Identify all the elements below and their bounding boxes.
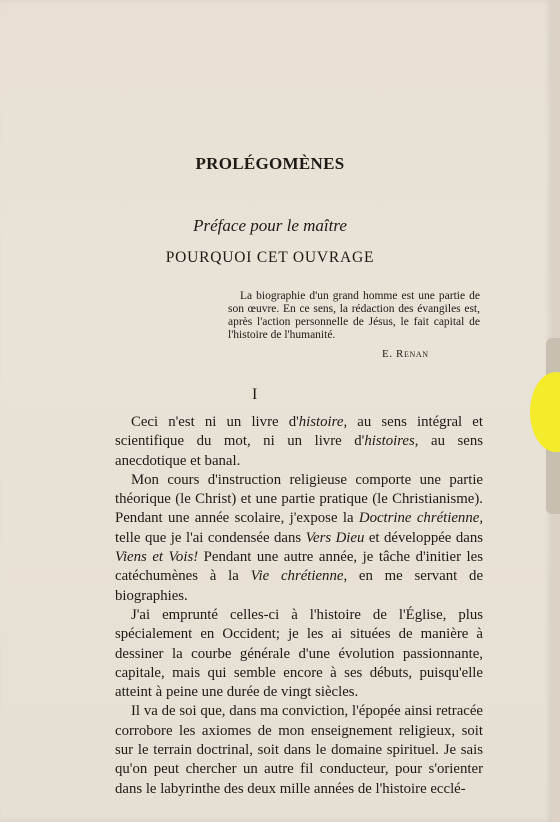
text-run: , au sens intégral et scientifique du mot, ni un livre d' [115,414,483,450]
text-run: et développée dans [364,529,483,546]
preface-title: Préface pour le maître [193,216,347,235]
body-text [115,413,483,799]
text-run: , telle que je l'ai condensée dans [115,510,484,546]
italic-phrase: Doctrine chrétienne [358,510,480,527]
body-paragraph [115,606,483,702]
epigraph [228,290,480,342]
text-run: , au sens anecdotique et banal. [115,433,483,469]
body-paragraph [115,471,483,606]
chapter-title: PROLÉGOMÈNES [195,154,345,173]
italic-phrase: histoire [298,414,344,430]
italic-phrase: Viens et Vois! [115,549,199,566]
epigraph-text: La biographie d'un grand homme est une partie de son œuvre. En ce sens, la rédaction des évangiles est, après l'action personnelle de Jésus, le fait capital de l'histoire de l'humanité. [228,290,480,341]
italic-phrase: histoires [364,433,415,450]
section-number: I [252,386,258,403]
text-run: Pendant une autre année, je tâche d'initier les catéchumènes à la [115,549,483,585]
epigraph-author: E. Renan [382,348,429,360]
text-run: J'ai emprunté celles-ci à l'histoire de l'Église, plus spécialement en Occident; je les ai situées de manière à dessiner la courbe générale d'une évolution passionnante, capitale, mais qui semble encore à ses débuts, puisqu'elle atteint à peine une durée de vingt siècles. [115,606,483,701]
section-title: POURQUOI CET OUVRAGE [165,249,375,266]
italic-phrase: Vers Dieu [305,529,365,546]
text-run: Mon cours d'instruction religieuse comporte une partie théorique (le Christ) et une partie pratique (le Christianisme). Pendant une année scolaire, j'expose la [115,471,483,527]
text-run: , en me servant de biographies. [115,568,484,604]
text-run: Il va de soi que, dans ma conviction, l'épopée ainsi retracée corrobore les axiomes de mon enseignement religieux, soit sur le terrain doctrinal, soit dans le domaine spirituel. Je sais qu'on peut chercher un autre fil conducteur, pour s'orienter dans le labyrinthe des deux mille années de l'histoire ecclé- [115,703,483,797]
italic-phrase: Vie chrétienne [250,568,344,585]
text-run: Ceci n'est ni un livre d' [131,414,299,430]
body-paragraph [115,702,483,798]
body-paragraph [115,413,483,471]
